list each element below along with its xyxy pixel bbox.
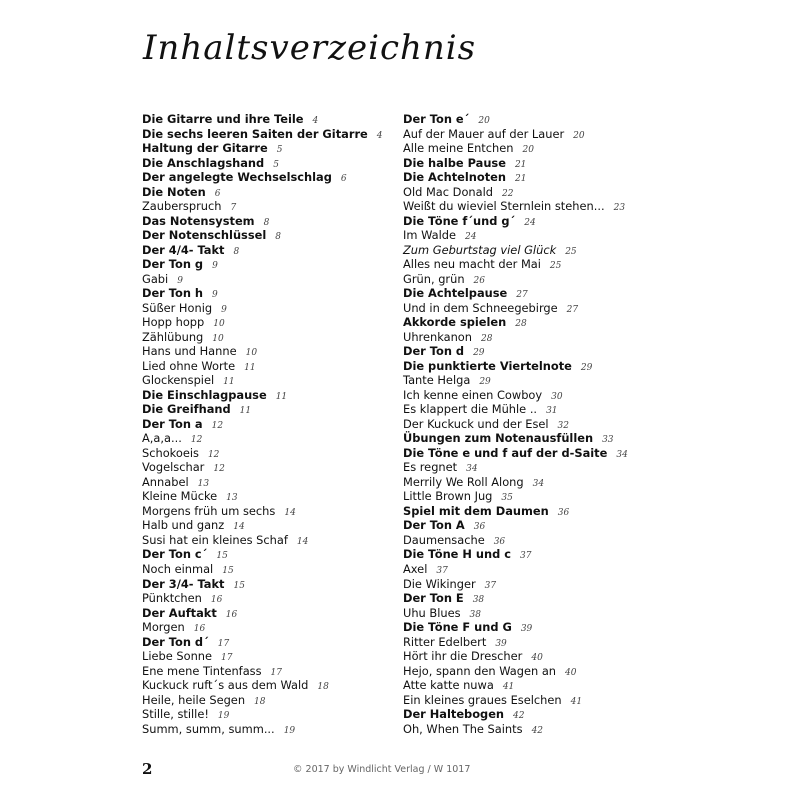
toc-entry-page: 5: [273, 159, 279, 170]
toc-entry: [142, 170, 383, 185]
toc-entry: [403, 330, 628, 345]
toc-entry-page: 4: [312, 116, 319, 126]
toc-entry-page: 41: [502, 682, 515, 693]
toc-entry: [403, 533, 628, 548]
toc-entry-page: 24: [465, 232, 477, 243]
toc-entry-page: 15: [216, 551, 228, 562]
toc-entry: [403, 199, 628, 214]
toc-entry-page: 8: [263, 217, 270, 228]
toc-entry: [142, 185, 383, 200]
toc-entry-title: Zauberspruch: [142, 199, 222, 214]
toc-entry-title: Morgen: [142, 620, 185, 635]
toc-entry-page: 14: [284, 507, 296, 518]
toc-entry-title: Weißt du wieviel Sternlein stehen...: [403, 199, 605, 214]
toc-entry: [403, 214, 628, 229]
toc-entry-title: Spiel mit dem Daumen: [403, 503, 549, 518]
page-number: 2: [142, 760, 153, 778]
toc-entry-page: 19: [217, 711, 230, 722]
toc-entry: [142, 504, 383, 519]
toc-entry-page: 27: [516, 290, 528, 301]
toc-entry: [403, 141, 628, 156]
toc-entry-title: Zum Geburtstag viel Glück: [403, 242, 557, 257]
toc-entry-page: 16: [210, 595, 223, 606]
toc-entry-title: Susi hat ein kleines Schaf: [142, 532, 288, 547]
toc-entry-page: 21: [515, 174, 527, 185]
toc-entry: [142, 518, 383, 533]
toc-entry-page: 38: [469, 609, 481, 620]
toc-entry-title: Hans und Hanne: [142, 344, 237, 359]
toc-entry-title: Die Achtelnoten: [403, 170, 507, 185]
toc-entry-title: Der Ton h: [142, 286, 204, 301]
toc-entry-page: 41: [570, 696, 583, 707]
toc-entry-title: Tante Helga: [403, 373, 471, 388]
toc-entry-page: 12: [190, 435, 203, 446]
toc-entry: [142, 693, 383, 708]
toc-entry-page: 6: [214, 188, 221, 199]
toc-entry-title: Es regnet: [403, 460, 458, 475]
toc-entry: [142, 243, 383, 258]
toc-entry-title: Der Notenschlüssel: [142, 228, 267, 243]
toc-entry-title: Der Ton d´: [142, 634, 209, 649]
toc-entry-page: 29: [580, 362, 593, 373]
toc-entry: [142, 446, 383, 461]
toc-entry: [403, 359, 628, 374]
toc-entry: [142, 402, 383, 417]
toc-entry-title: Alles neu macht der Mai: [403, 257, 541, 272]
toc-entry: [403, 620, 628, 635]
toc-entry-page: 12: [211, 420, 224, 431]
toc-entry: [142, 359, 383, 374]
toc-entry-page: 16: [193, 624, 206, 635]
toc-entry-page: 16: [225, 609, 238, 620]
toc-entry-page: 39: [495, 638, 507, 649]
toc-entry-page: 11: [223, 377, 235, 388]
toc-entry: [142, 649, 383, 664]
toc-entry: [142, 606, 383, 621]
toc-entry-page: 26: [473, 275, 485, 286]
toc-entry: [142, 373, 383, 388]
toc-entry-page: 32: [557, 420, 569, 431]
toc-entry-page: 18: [254, 696, 266, 707]
toc-entry-page: 40: [531, 653, 543, 664]
toc-entry-page: 12: [207, 449, 220, 460]
toc-entry-page: 37: [436, 565, 448, 576]
toc-entry: [403, 547, 628, 562]
toc-entry: [403, 518, 628, 533]
toc-entry: [142, 156, 383, 171]
toc-entry-page: 14: [296, 536, 309, 547]
toc-entry-title: Die sechs leeren Saiten der Gitarre: [142, 126, 368, 141]
toc-entry: [142, 330, 383, 345]
toc-entry-title: Die Greifhand: [142, 402, 231, 417]
toc-entry: [142, 635, 383, 650]
toc-entry: [142, 577, 383, 592]
toc-entry-title: Ene mene Tintenfass: [142, 663, 262, 678]
toc-entry-page: 15: [233, 580, 245, 591]
toc-entry-page: 10: [245, 348, 258, 359]
toc-entry-title: Gabi: [142, 271, 169, 286]
toc-entry-page: 36: [557, 507, 570, 518]
toc-entry-page: 9: [177, 275, 183, 286]
toc-entry: [142, 388, 383, 403]
toc-entry-title: Die Töne e und f auf der d-Saite: [403, 445, 608, 460]
toc-entry: [142, 664, 383, 679]
toc-entry-title: Auf der Mauer auf der Lauer: [403, 126, 565, 141]
toc-entry: [403, 693, 628, 708]
toc-entry-title: Die Achtelpause: [403, 286, 508, 301]
toc-entry-title: Oh, When The Saints: [403, 721, 523, 736]
toc-entry-title: Die Anschlagshand: [142, 155, 265, 170]
toc-entry-title: Der Kuckuck und der Esel: [403, 416, 549, 431]
toc-entry-page: 9: [221, 304, 227, 315]
toc-entry-page: 42: [531, 725, 544, 736]
page-title: Inhaltsverzeichnis: [143, 28, 477, 68]
toc-entry: [403, 243, 628, 258]
toc-entry-title: Das Notensystem: [142, 213, 255, 228]
toc-entry-page: 13: [226, 493, 238, 504]
toc-entry-page: 19: [283, 725, 296, 736]
toc-entry-page: 20: [573, 130, 585, 141]
toc-entry: [403, 591, 628, 606]
toc-entry-title: Pünktchen: [142, 591, 202, 606]
toc-entry-title: Die Wikinger: [403, 576, 476, 591]
toc-entry-page: 10: [212, 333, 224, 344]
toc-entry-title: Es klappert die Mühle ..: [403, 402, 538, 417]
toc-entry-page: 17: [217, 638, 230, 649]
toc-entry: [142, 431, 383, 446]
toc-entry-title: Die halbe Pause: [403, 155, 506, 170]
toc-entry-title: Die Gitarre und ihre Teile: [142, 112, 304, 126]
toc-entry-title: Die punktierte Viertelnote: [403, 358, 572, 373]
toc-entry-page: 36: [493, 536, 506, 547]
toc-entry-page: 25: [549, 261, 562, 272]
toc-entry-page: 5: [276, 145, 283, 156]
toc-entry: [142, 112, 383, 127]
toc-entry-title: Der Ton g: [142, 257, 204, 272]
toc-entry: [142, 460, 383, 475]
toc-entry-page: 21: [514, 159, 527, 170]
toc-entry: [142, 199, 383, 214]
toc-entry-title: Halb und ganz: [142, 518, 225, 533]
toc-entry: [142, 417, 383, 432]
toc-entry: [403, 402, 628, 417]
toc-entry: [403, 272, 628, 287]
toc-entry: [142, 591, 383, 606]
toc-entry-page: 18: [317, 682, 329, 693]
toc-entry: [142, 344, 383, 359]
toc-entry-title: Der Ton E: [403, 591, 464, 606]
toc-entry: [403, 446, 628, 461]
toc-entry-page: 35: [501, 493, 513, 504]
toc-entry-title: Liebe Sonne: [142, 649, 213, 664]
toc-entry: [403, 707, 628, 722]
toc-entry: [403, 417, 628, 432]
toc-entry: [142, 533, 383, 548]
toc-right-column: [403, 112, 628, 736]
toc-entry-page: 42: [513, 711, 525, 722]
toc-entry-title: Die Töne F und G: [403, 620, 512, 635]
toc-entry-title: Die Noten: [142, 184, 206, 199]
toc-entry-page: 25: [565, 246, 577, 257]
toc-entry-title: Hört ihr die Drescher: [403, 649, 523, 664]
toc-entry: [403, 344, 628, 359]
toc-entry-title: Alle meine Entchen: [403, 141, 514, 156]
toc-entry-page: 34: [616, 449, 628, 460]
toc-entry: [403, 257, 628, 272]
toc-entry-title: Stille, stille!: [142, 707, 209, 722]
toc-entry-title: Annabel: [142, 474, 189, 489]
toc-entry-title: Glockenspiel: [142, 373, 215, 388]
toc-entry: [403, 156, 628, 171]
toc-entry-title: Schokoeis: [142, 445, 199, 460]
toc-entry: [403, 606, 628, 621]
toc-entry-title: Hejo, spann den Wagen an: [403, 663, 557, 678]
toc-entry-page: 9: [212, 261, 218, 272]
toc-entry: [403, 228, 628, 243]
toc-entry-title: Axel: [403, 561, 428, 576]
toc-entry: [403, 489, 628, 504]
toc-entry-page: 40: [565, 667, 577, 678]
toc-entry-page: 6: [340, 174, 347, 185]
toc-entry-title: Zählübung: [142, 329, 204, 344]
toc-entry-title: Merrily We Roll Along: [403, 474, 524, 489]
toc-entry-title: Uhu Blues: [403, 605, 461, 620]
toc-left-column: [142, 112, 383, 736]
toc-entry-title: Der Ton a: [142, 416, 203, 431]
toc-entry-title: Die Töne f´und g´: [403, 213, 516, 228]
toc-entry-title: Old Mac Donald: [403, 184, 494, 199]
toc-entry-title: Heile, heile Segen: [142, 692, 246, 707]
toc-entry: [142, 127, 383, 142]
toc-entry-title: Akkorde spielen: [403, 315, 507, 330]
toc-entry: [142, 272, 383, 287]
toc-entry-page: 38: [472, 595, 485, 606]
toc-entry: [403, 127, 628, 142]
toc-entry-title: Kleine Mücke: [142, 489, 218, 504]
toc-entry-title: Hopp hopp: [142, 315, 205, 330]
toc-entry-title: Der Ton d: [403, 344, 465, 359]
toc-entry-title: Die Töne H und c: [403, 547, 511, 562]
toc-entry-title: Der angelegte Wechselschlag: [142, 170, 332, 185]
toc-entry-title: Ich kenne einen Cowboy: [403, 387, 543, 402]
toc-entry-title: Ritter Edelbert: [403, 634, 487, 649]
toc-entry-page: 23: [613, 203, 626, 214]
toc-entry: [403, 373, 628, 388]
toc-entry: [403, 185, 628, 200]
toc-entry: [142, 562, 383, 577]
toc-entry: [142, 475, 383, 490]
toc-entry-title: Summ, summ, summ...: [142, 721, 275, 736]
toc-entry-page: 34: [532, 478, 545, 489]
toc-entry-title: Ein kleines graues Eselchen: [403, 692, 562, 707]
toc-entry-title: Der Ton e´: [403, 112, 470, 126]
toc-entry-title: Der Ton A: [403, 518, 465, 533]
toc-entry-page: 27: [566, 304, 579, 315]
toc-entry-title: Im Walde: [403, 228, 456, 243]
toc-entry-title: Süßer Honig: [142, 300, 213, 315]
toc-entry: [403, 577, 628, 592]
toc-entry: [403, 649, 628, 664]
toc-entry-page: 28: [481, 333, 493, 344]
toc-entry-page: 22: [502, 188, 514, 199]
toc-entry: [403, 678, 628, 693]
copyright-footer: © 2017 by Windlicht Verlag / W 1017: [293, 764, 471, 775]
toc-entry: [403, 431, 628, 446]
toc-entry-page: 14: [233, 522, 245, 533]
toc-entry-title: Die Einschlagpause: [142, 387, 267, 402]
toc-entry: [142, 315, 383, 330]
toc-entry-page: 8: [233, 246, 240, 257]
toc-entry-page: 20: [522, 145, 534, 156]
toc-entry-title: Der Ton c´: [142, 547, 208, 562]
toc-entry: [142, 141, 383, 156]
toc-entry: [403, 301, 628, 316]
toc-entry-title: Der Haltebogen: [403, 707, 505, 722]
toc-entry-title: Übungen zum Notenausfüllen: [403, 431, 594, 446]
toc-entry-page: 28: [515, 319, 527, 330]
toc-entry-page: 30: [551, 391, 563, 402]
toc-entry-title: Morgens früh um sechs: [142, 503, 276, 518]
toc-entry: [142, 214, 383, 229]
toc-entry-title: Daumensache: [403, 532, 485, 547]
toc-entry-page: 9: [212, 290, 218, 301]
toc-entry: [142, 707, 383, 722]
toc-entry-title: Der 4/4- Takt: [142, 242, 225, 257]
toc-entry: [403, 635, 628, 650]
toc-entry-page: 37: [484, 580, 497, 591]
toc-entry: [142, 620, 383, 635]
toc-entry-title: Noch einmal: [142, 561, 214, 576]
toc-entry: [142, 286, 383, 301]
toc-entry-page: 29: [473, 348, 485, 359]
toc-entry: [403, 286, 628, 301]
toc-entry-page: 29: [479, 377, 491, 388]
toc-entry-title: Der Auftakt: [142, 605, 217, 620]
toc-entry-page: 11: [239, 406, 252, 417]
toc-entry-title: Kuckuck ruft´s aus dem Wald: [142, 678, 309, 693]
toc-entry-title: Der 3/4- Takt: [142, 576, 225, 591]
toc-entry-title: Atte katte nuwa: [403, 678, 494, 693]
toc-entry-page: 37: [519, 551, 532, 562]
toc-entry: [403, 664, 628, 679]
toc-entry: [403, 475, 628, 490]
toc-entry-page: 33: [602, 435, 614, 446]
toc-entry: [142, 678, 383, 693]
toc-entry-page: 20: [478, 116, 490, 126]
toc-entry: [142, 489, 383, 504]
toc-entry-page: 17: [221, 653, 233, 664]
toc-entry: [403, 388, 628, 403]
toc-entry-title: Little Brown Jug: [403, 489, 493, 504]
toc-entry-page: 11: [275, 391, 288, 402]
toc-entry-page: 4: [376, 130, 383, 141]
toc-entry: [403, 460, 628, 475]
toc-entry: [142, 722, 383, 737]
toc-entry: [403, 722, 628, 737]
toc-entry-page: 34: [466, 464, 478, 475]
toc-entry-page: 24: [524, 217, 536, 228]
toc-entry: [403, 315, 628, 330]
toc-entry: [142, 547, 383, 562]
toc-entry-title: Grün, grün: [403, 271, 465, 286]
toc-entry-page: 39: [520, 624, 533, 635]
toc-entry-page: 31: [546, 406, 558, 417]
toc-entry-title: Und in dem Schneegebirge: [403, 300, 558, 315]
toc-entry-page: 11: [244, 362, 256, 373]
toc-entry-page: 8: [275, 232, 281, 243]
toc-entry-page: 13: [197, 478, 210, 489]
toc-entry: [403, 112, 628, 127]
toc-entry: [142, 301, 383, 316]
toc-entry: [403, 562, 628, 577]
toc-entry-page: 15: [222, 565, 234, 576]
toc-entry-page: 17: [270, 667, 282, 678]
toc-entry: [142, 257, 383, 272]
toc-entry-title: Lied ohne Worte: [142, 358, 236, 373]
toc-entry-title: A,a,a...: [142, 431, 182, 446]
toc-entry-page: 36: [473, 522, 486, 533]
toc-entry-page: 10: [213, 319, 225, 330]
toc-entry-title: Vogelschar: [142, 460, 205, 475]
toc-entry-page: 7: [230, 203, 237, 214]
toc-entry-title: Uhrenkanon: [403, 329, 472, 344]
toc-entry-title: Haltung der Gitarre: [142, 141, 268, 156]
toc-entry: [403, 504, 628, 519]
toc-entry: [403, 170, 628, 185]
toc-entry: [142, 228, 383, 243]
toc-entry-page: 12: [213, 464, 225, 475]
